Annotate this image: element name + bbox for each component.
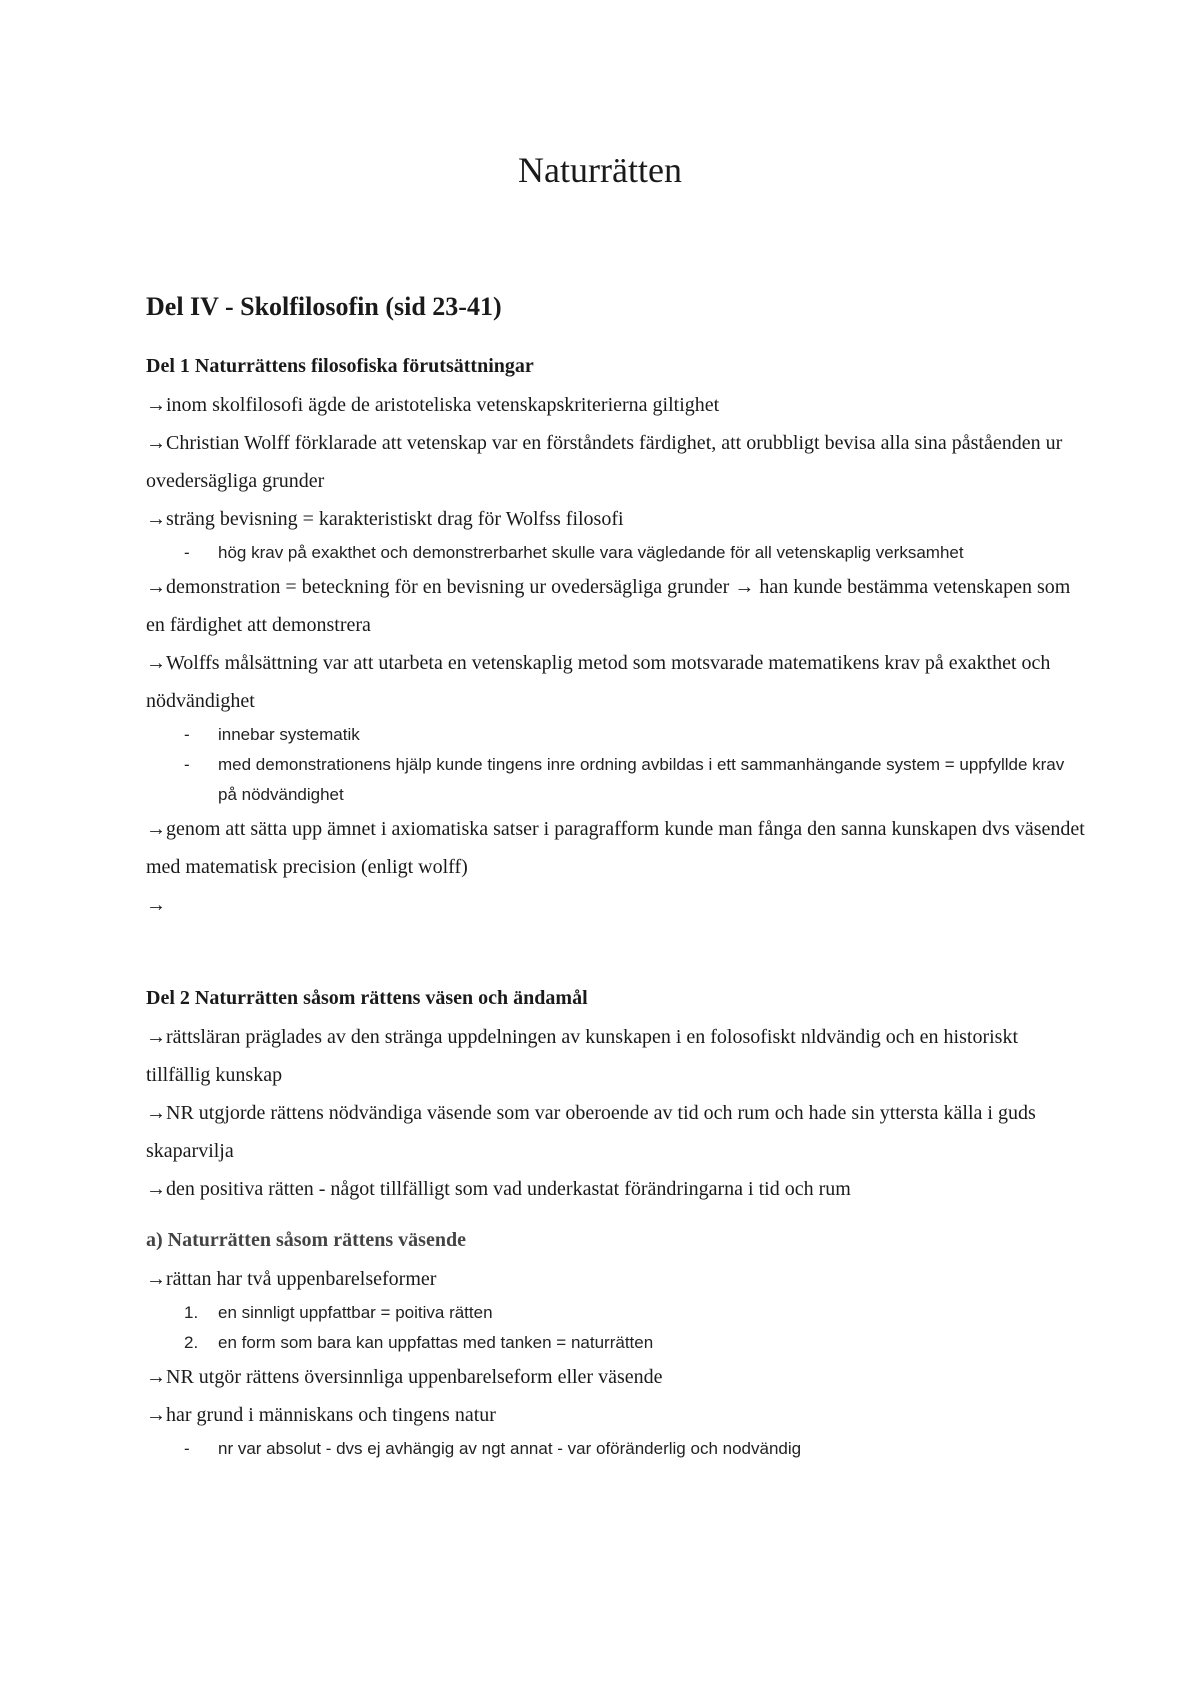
- section1-line5: →Wolffs målsättning var att utarbeta en vetenskaplig metod som motsvarade matematikens krav på exakthet och nödvändighet: [146, 652, 1051, 712]
- list-item-text: innebar systematik: [218, 725, 360, 744]
- part-heading: Del IV - Skolfilosofin (sid 23-41): [146, 292, 502, 321]
- list-number: 1.: [184, 1303, 199, 1322]
- bullet-marker: -: [184, 1439, 190, 1458]
- subsection-a-line3: →har grund i människans och tingens natur: [146, 1404, 496, 1426]
- section1-line1: →inom skolfilosofi ägde de aristoteliska vetenskapskriterierna giltighet: [146, 394, 720, 416]
- section1-line2: →Christian Wolff förklarade att vetenskap var en förståndets färdighet, att orubbligt bevisa alla sina påståenden ur ovedersägliga grunder: [146, 432, 1063, 492]
- list-item: [146, 1298, 1086, 1328]
- section1-bullets2: [146, 720, 1086, 810]
- section1-line3: →sträng bevisning = karakteristiskt drag för Wolfss filosofi: [146, 508, 624, 530]
- list-item-text: en form som bara kan uppfattas med tanken = naturrätten: [218, 1333, 654, 1352]
- list-item: [146, 750, 1086, 810]
- subsection-a-numbered-list: [146, 1298, 1086, 1358]
- list-item-text: med demonstrationens hjälp kunde tingens inre ordning avbildas i ett sammanhängande system = uppfyllde krav på nödvändighet: [218, 755, 1065, 804]
- section1-bullets1: [146, 538, 1086, 568]
- section1-line6: →genom att sätta upp ämnet i axiomatiska satser i paragrafform kunde man fånga den sanna kunskapen dvs väsendet med matematisk precision (enligt wolff): [146, 818, 1085, 878]
- document-body: [146, 290, 1086, 1464]
- section1-line7: →: [146, 894, 166, 916]
- section-spacer: [146, 924, 1086, 984]
- document-title: Naturrätten: [518, 150, 682, 190]
- bullet-marker: -: [184, 755, 190, 774]
- list-item: [146, 1328, 1086, 1358]
- section1-heading: Del 1 Naturrättens filosofiska förutsättningar: [146, 355, 534, 377]
- subsection-a-line2: →NR utgör rättens översinnliga uppenbarelseform eller väsende: [146, 1366, 663, 1388]
- list-number: 2.: [184, 1333, 199, 1352]
- list-item-text: en sinnligt uppfattbar = poitiva rätten: [218, 1303, 493, 1322]
- list-item: [146, 720, 1086, 750]
- section1-line4: →demonstration = beteckning för en bevisning ur ovedersägliga grunder → han kunde bestämma vetenskapen som en färdighet att demonstrera: [146, 576, 1071, 636]
- section2-line3: →den positiva rätten - något tillfälligt som vad underkastat förändringarna i tid och rum: [146, 1178, 851, 1200]
- section2-line2: →NR utgjorde rättens nödvändiga väsende som var oberoende av tid och rum och hade sin yttersta källa i guds skaparvilja: [146, 1102, 1036, 1162]
- subsection-a-heading: a) Naturrätten såsom rättens väsende: [146, 1229, 466, 1251]
- list-item-text: hög krav på exakthet och demonstrerbarhet skulle vara vägledande för all vetenskaplig verksamhet: [218, 543, 964, 562]
- bullet-marker: -: [184, 543, 190, 562]
- list-item: [146, 1434, 1086, 1464]
- bullet-marker: -: [184, 725, 190, 744]
- list-item-text: nr var absolut - dvs ej avhängig av ngt annat - var oföränderlig och nodvändig: [218, 1439, 802, 1458]
- list-item: [146, 538, 1086, 568]
- subsection-a-line1: →rättan har två uppenbarelseformer: [146, 1268, 437, 1290]
- section2-line1: →rättsläran präglades av den stränga uppdelningen av kunskapen i en folosofiskt nldvändig och en historiskt tillfällig kunskap: [146, 1026, 1019, 1086]
- subsection-spacer: [146, 1208, 1086, 1226]
- section2-heading: Del 2 Naturrätten såsom rättens väsen och ändamål: [146, 987, 588, 1009]
- subsection-a-bullets: [146, 1434, 1086, 1464]
